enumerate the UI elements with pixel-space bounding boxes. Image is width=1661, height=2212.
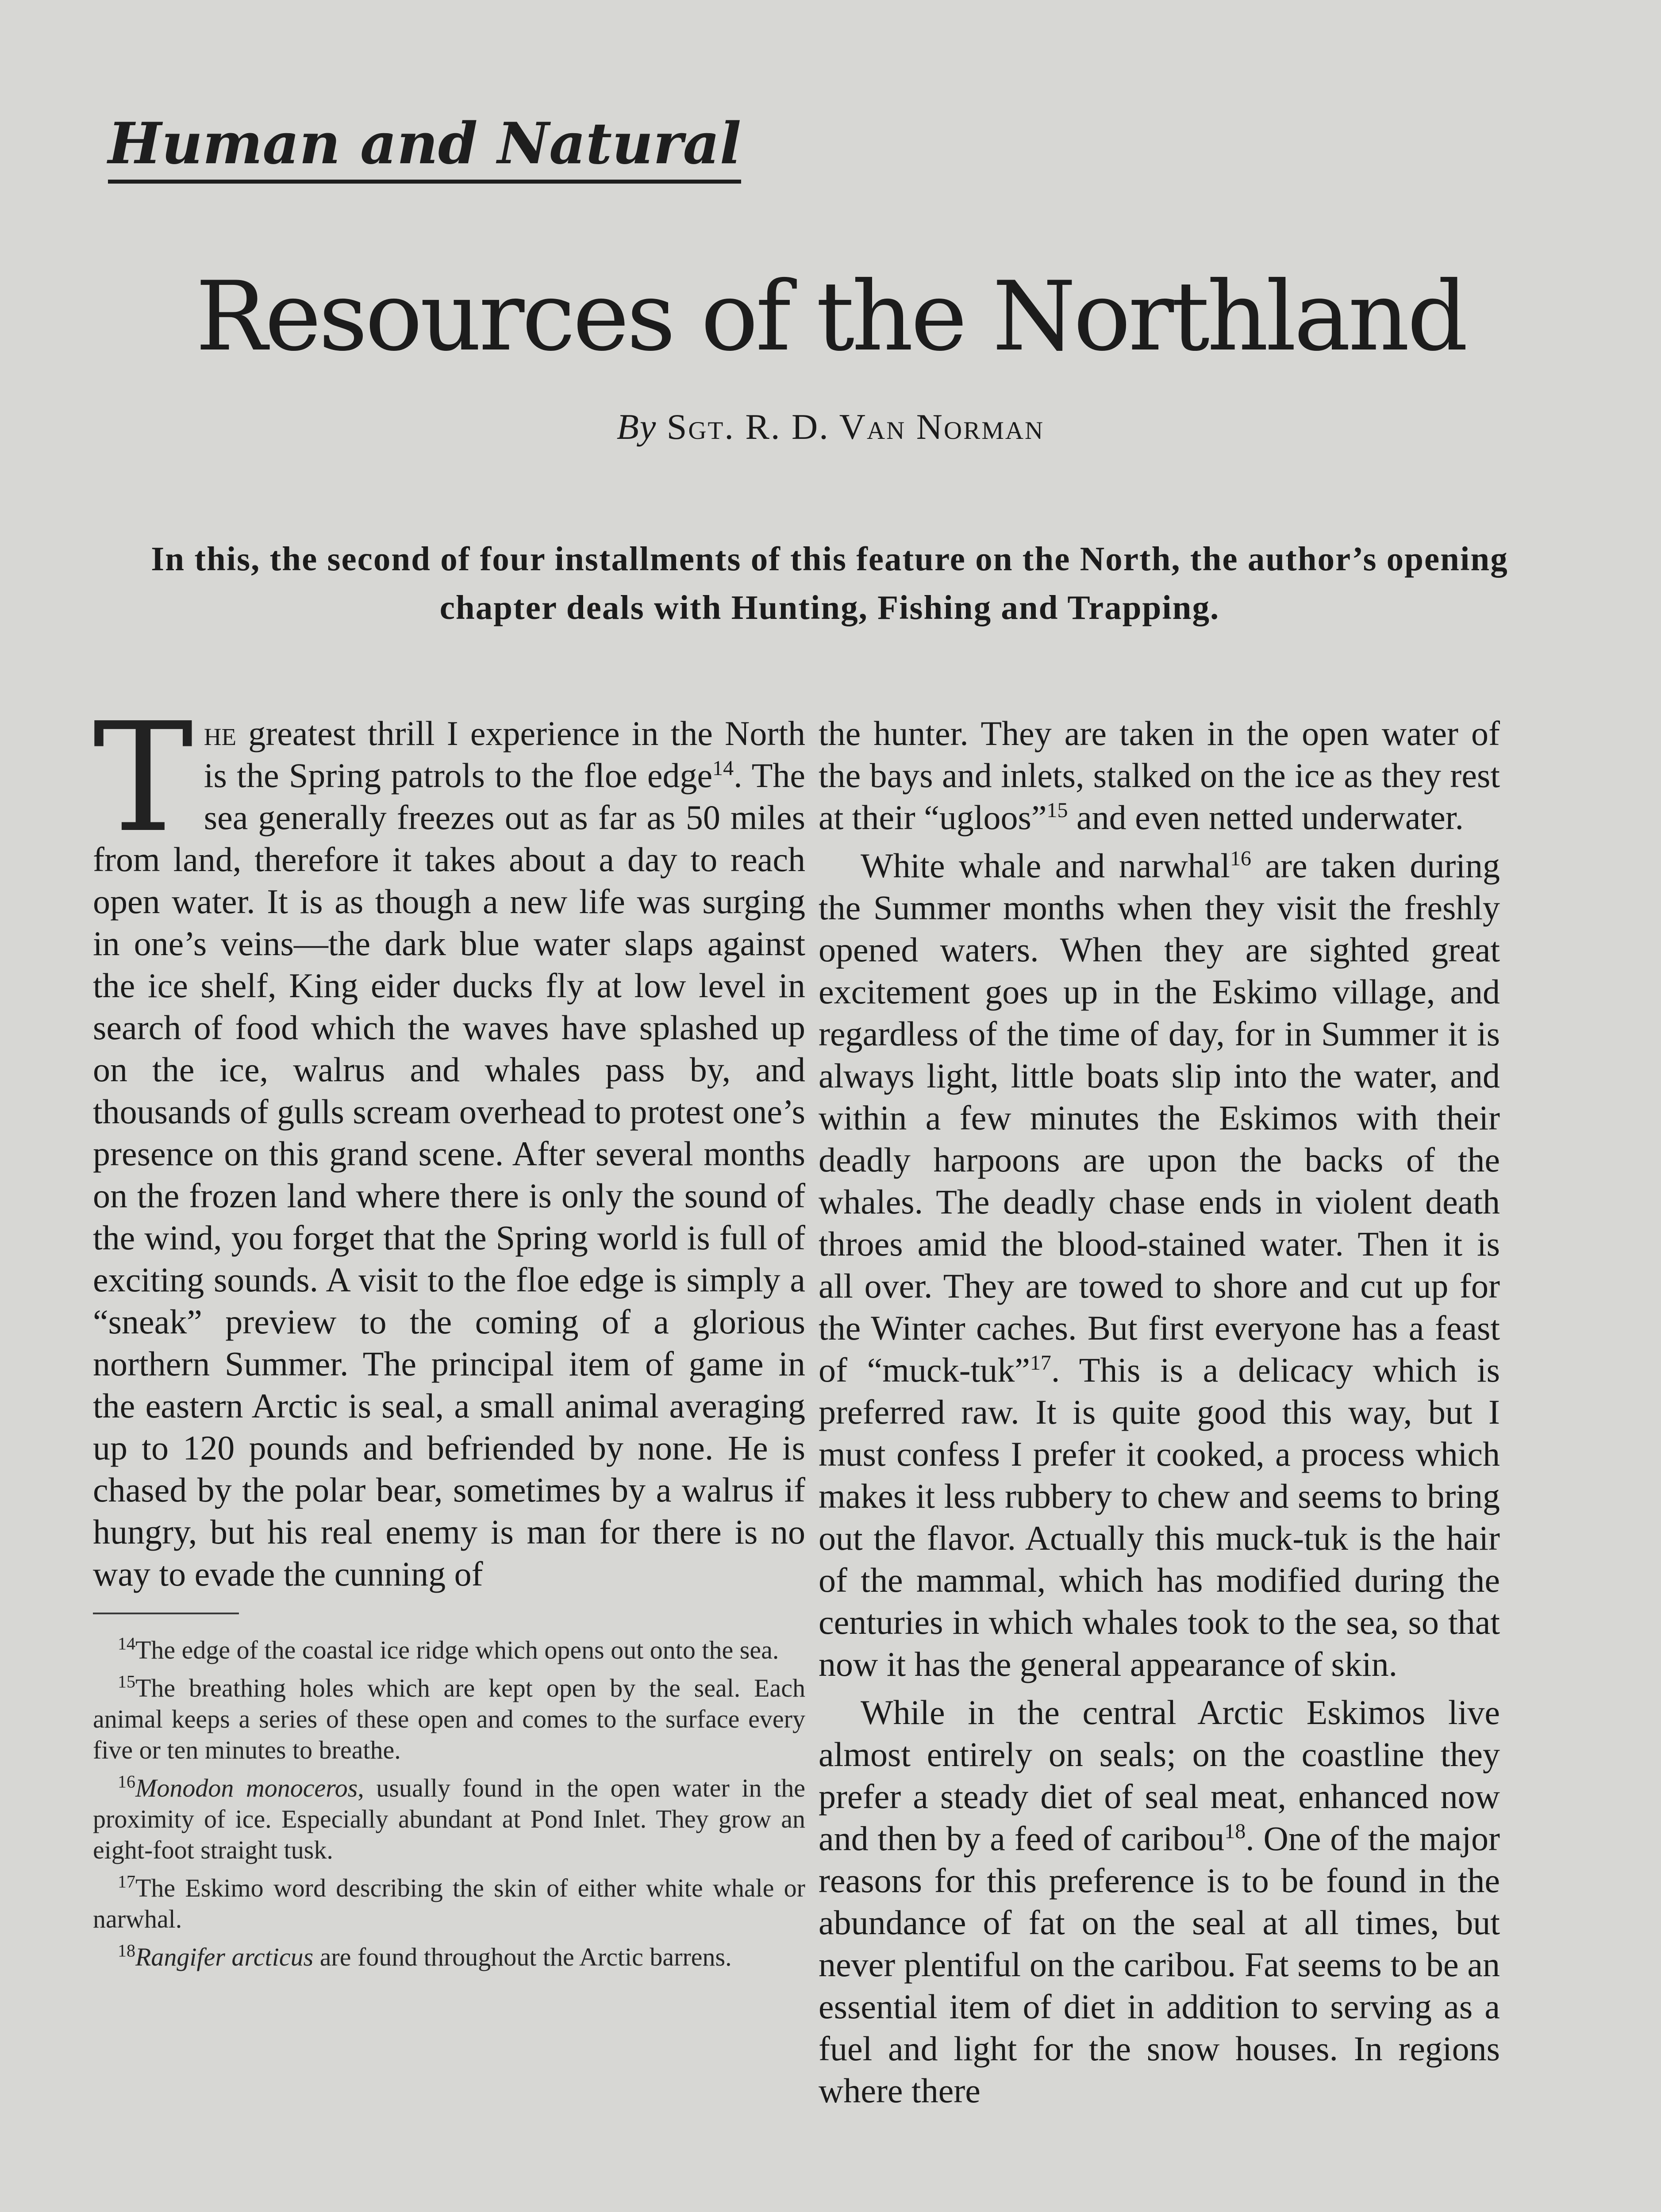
footnote-text: , usually found in the open water in the proximity of ice. Especially abundant at Pond Inlet. They grow an eight-foot straight tusk. [93, 1774, 805, 1864]
drop-cap: T [93, 691, 193, 866]
right-column [819, 712, 1500, 2112]
footnote-17 [93, 1873, 805, 1935]
footnote-text: The breathing holes which are kept open by the seal. Each animal keeps a series of these open and comes to the surface every five or ten minutes to breathe. [93, 1674, 805, 1764]
paragraph-text: . This is a delicacy which is preferred raw. It is quite good this way, but I must confess I prefer it cooked, a process which makes it less rubbery to chew and seems to bring out the flavor. Actually this muck-tuk is the hair of the mammal, which has modified during the centuries in which whales took to the sea, so that now it has the general appearance of skin. [819, 1351, 1500, 1683]
paragraph-text: greatest thrill I experience in the North is the Spring patrols to the floe edge [204, 714, 805, 795]
lead-smallcaps: he [204, 714, 237, 753]
paragraph-continued [819, 712, 1500, 838]
paragraph-opening [93, 691, 805, 1595]
paragraph-seals [819, 1691, 1500, 2112]
footnote-ref: 15 [1046, 799, 1068, 822]
footnote-ref: 14 [712, 757, 734, 780]
footnote-ref: 16 [1230, 847, 1251, 870]
footnote-ref: 18 [1224, 1820, 1246, 1843]
paragraph-text: . One of the major reasons for this preference is to be found in the abundance of fat on the seal at all times, but never plentiful on the caribou. Fat seems to be an essential item of diet in addition to serving as a fuel and light for the snow houses. In regions where there [819, 1819, 1500, 2110]
footnote-number: 17 [118, 1871, 135, 1892]
left-column [93, 691, 805, 1980]
byline [0, 406, 1661, 448]
byline-by: By [616, 407, 657, 447]
footnote-number: 18 [118, 1940, 135, 1961]
footnote-species-name: Monodon monoceros [135, 1774, 358, 1802]
paragraph-text: While in the central Arctic Eskimos live almost entirely on seals; on the coastline they prefer a steady diet of seal meat, enhanced now and then by a feed of caribou [819, 1693, 1500, 1858]
footnote-18 [93, 1942, 805, 1973]
footnote-text: The edge of the coastal ice ridge which opens out onto the sea. [135, 1636, 779, 1664]
byline-author: Sgt. R. D. Van Norman [666, 407, 1045, 447]
footnote-15 [93, 1673, 805, 1766]
footnote-ref: 17 [1030, 1351, 1051, 1375]
footnote-16 [93, 1773, 805, 1866]
paragraph-text: . The sea generally freezes out as far as 50 miles from land, therefore it takes about a day to reach open water. It is as though a new life was surging in one’s veins—the dark blue water slaps against the ice shelf, King eider ducks fly at low level in search of food which the waves have splashed up on the ice, walrus and whales pass by, and thousands of gulls scream overhead to protest one’s presence on this grand scene. After several months on the frozen land where there is only the sound of the wind, you forget that the Spring world is full of exciting sounds. A visit to the floe edge is simply a “sneak” preview to the coming of a glorious northern Summer. The principal item of game in the eastern Arctic is seal, a small animal averaging up to 120 pounds and befriended by none. He is chased by the polar bear, sometimes by a walrus if hungry, but his real enemy is man for there is no way to evade the cunning of [93, 756, 805, 1593]
paragraph-text: and even netted underwater. [1068, 798, 1464, 837]
paragraph-text: the hunter. They are taken in the open water of the bays and inlets, stalked on the ice as they rest at their “ugloos” [819, 714, 1500, 837]
footnote-text: The Eskimo word describing the skin of either white whale or narwhal. [93, 1874, 805, 1933]
footnote-14 [93, 1635, 805, 1666]
article-title: Resources of the Northland [195, 261, 1466, 372]
footnote-text: are found throughout the Arctic barrens. [313, 1943, 732, 1971]
footnote-number: 15 [118, 1671, 135, 1692]
footnote-species-name: Rangifer arcticus [135, 1943, 314, 1971]
article-deck: In this, the second of four installments of this feature on the North, the author’s opening chapter deals with Hunting, Fishing and Trapping. [151, 540, 1508, 626]
paragraph-text: White whale and narwhal [861, 846, 1230, 885]
footnote-number: 14 [118, 1633, 135, 1654]
paragraph-text: are taken during the Summer months when they visit the freshly opened waters. When they are sighted great excitement goes up in the Eskimo village, and regardless of the time of day, for in Summer it is always light, little boats slip into the water, and within a few minutes the Eskimos with their deadly harpoons are upon the backs of the whales. The deadly chase ends in violent death throes amid the blood-stained water. Then it is all over. They are towed to shore and cut up for the Winter caches. But first everyone has a feast of “muck-tuk” [819, 846, 1500, 1389]
footnote-divider [93, 1613, 239, 1614]
footnote-number: 16 [118, 1771, 135, 1792]
section-kicker: Human and Natural [108, 111, 741, 184]
paragraph-whales [819, 845, 1500, 1685]
